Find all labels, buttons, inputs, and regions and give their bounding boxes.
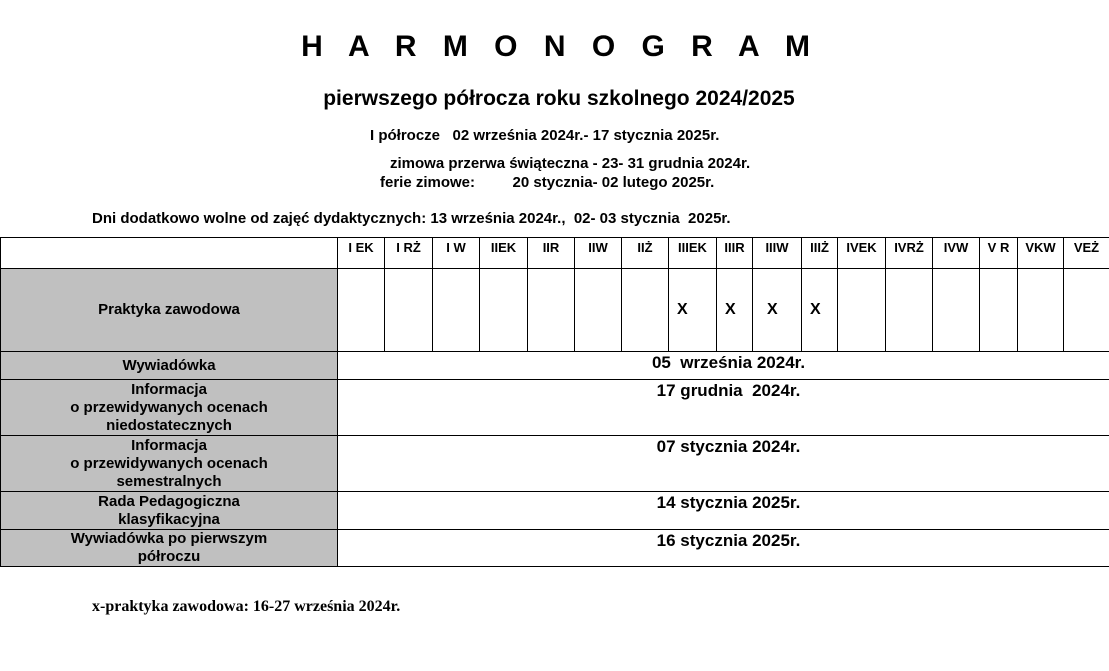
table-row bbox=[1, 492, 1109, 530]
table-row bbox=[1, 380, 1109, 436]
row-label: Wywiadówka bbox=[1, 352, 338, 380]
practice-mark-cell bbox=[886, 269, 933, 352]
row-date: 05 września 2024r. bbox=[338, 352, 1109, 380]
practice-mark-cell bbox=[433, 269, 480, 352]
practice-mark-cell bbox=[480, 269, 528, 352]
practice-mark-cell bbox=[622, 269, 669, 352]
column-header: IIIEK bbox=[669, 238, 717, 269]
practice-mark-cell: X bbox=[753, 269, 802, 352]
practice-mark-cell bbox=[933, 269, 980, 352]
practice-mark-cell: X bbox=[669, 269, 717, 352]
column-header: VKW bbox=[1018, 238, 1064, 269]
column-header: VEŻ bbox=[1064, 238, 1109, 269]
footnote: x-praktyka zawodowa: 16-27 września 2024r. bbox=[92, 598, 401, 615]
semester-dates: I półrocze 02 września 2024r.- 17 stycznia 2025r. bbox=[370, 127, 720, 144]
row-date: 07 stycznia 2024r. bbox=[338, 436, 1109, 492]
practice-mark-cell bbox=[1018, 269, 1064, 352]
row-label-practice: Praktyka zawodowa bbox=[1, 269, 338, 352]
row-label: Rada Pedagogiczna klasyfikacyjna bbox=[1, 492, 338, 530]
table-row bbox=[1, 530, 1109, 567]
schedule-table bbox=[0, 237, 1109, 567]
document-title: H A R M O N O G R A M bbox=[301, 30, 819, 63]
row-date: 16 stycznia 2025r. bbox=[338, 530, 1109, 567]
winter-break-dates: zimowa przerwa świąteczna - 23- 31 grudnia 2024r. bbox=[390, 155, 751, 172]
extra-days-off: Dni dodatkowo wolne od zajęć dydaktycznych: 13 września 2024r., 02- 03 stycznia 2025r. bbox=[92, 210, 731, 227]
column-header: IIR bbox=[528, 238, 575, 269]
practice-mark-cell: X bbox=[717, 269, 753, 352]
row-date: 17 grudnia 2024r. bbox=[338, 380, 1109, 436]
column-header: I EK bbox=[338, 238, 385, 269]
practice-mark-cell: X bbox=[802, 269, 838, 352]
practice-mark-cell bbox=[385, 269, 433, 352]
practice-mark-cell bbox=[980, 269, 1018, 352]
column-header: I W bbox=[433, 238, 480, 269]
document-subtitle: pierwszego półrocza roku szkolnego 2024/2025 bbox=[323, 87, 795, 110]
row-date: 14 stycznia 2025r. bbox=[338, 492, 1109, 530]
column-header: IIW bbox=[575, 238, 622, 269]
practice-mark-cell bbox=[838, 269, 886, 352]
table-header-row bbox=[1, 238, 1109, 269]
column-header: IVRŻ bbox=[886, 238, 933, 269]
column-header: IIEK bbox=[480, 238, 528, 269]
practice-mark-cell bbox=[528, 269, 575, 352]
column-header: IVW bbox=[933, 238, 980, 269]
practice-mark-cell bbox=[1064, 269, 1109, 352]
row-label: Informacja o przewidywanych ocenach semestralnych bbox=[1, 436, 338, 492]
row-label: Informacja o przewidywanych ocenach niedostatecznych bbox=[1, 380, 338, 436]
header-empty-cell bbox=[1, 238, 338, 269]
column-header: IIIW bbox=[753, 238, 802, 269]
practice-mark-cell bbox=[575, 269, 622, 352]
column-header: IIŻ bbox=[622, 238, 669, 269]
column-header: IVEK bbox=[838, 238, 886, 269]
row-label: Wywiadówka po pierwszym półroczu bbox=[1, 530, 338, 567]
practice-row bbox=[1, 269, 1109, 352]
winter-holidays-dates: ferie zimowe: 20 stycznia- 02 lutego 2025r. bbox=[380, 174, 715, 191]
table-row bbox=[1, 352, 1109, 380]
column-header: V R bbox=[980, 238, 1018, 269]
column-header: IIIŻ bbox=[802, 238, 838, 269]
practice-mark-cell bbox=[338, 269, 385, 352]
column-header: I RŻ bbox=[385, 238, 433, 269]
table-row bbox=[1, 436, 1109, 492]
column-header: IIIR bbox=[717, 238, 753, 269]
